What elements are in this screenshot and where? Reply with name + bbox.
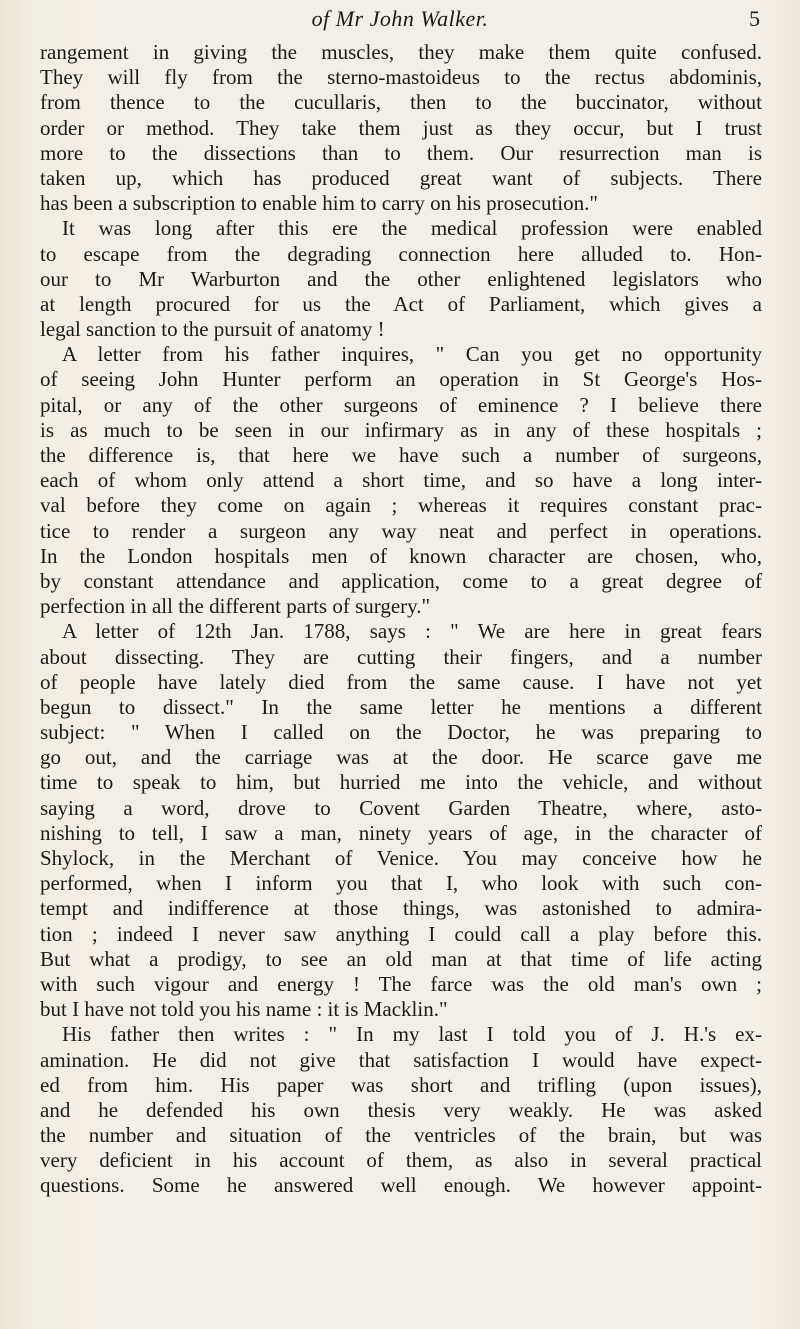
text-line: but I have not told you his name : it is Macklin." [40,997,448,1022]
text-line: time to speak to him, but hurried me into the vehicle, and without [40,770,762,795]
text-line: has been a subscription to enable him to carry on his prosecution." [40,191,598,216]
text-line: tice to render a surgeon any way neat and perfect in operations. [40,518,762,543]
text-line: His father then writes : " In my last I told you of J. H.'s ex- [62,1022,762,1047]
text-line: of seeing John Hunter perform an operation in St George's Hos- [40,367,762,392]
text-line: perfection in all the different parts of surgery." [40,594,431,619]
text-line: A letter from his father inquires, " Can you get no opportunity [62,342,762,367]
text-line: to escape from the degrading connection here alluded to. Hon- [40,241,762,266]
text-line: and he defended his own thesis very weakly. He was asked [40,1097,762,1122]
text-line: our to Mr Warburton and the other enlightened legislators who [40,266,762,291]
text-line: A letter of 12th Jan. 1788, says : " We are here in great fears [62,619,762,644]
text-line: In the London hospitals men of known character are chosen, who, [40,543,762,568]
running-title: of Mr John Walker. [311,6,489,31]
text-line: at length procured for us the Act of Parliament, which gives a [40,291,762,316]
text-line: the difference is, that here we have such a number of surgeons, [40,443,762,467]
text-line: subject: " When I called on the Doctor, he was preparing to [40,720,762,745]
text-line: with such vigour and energy ! The farce was the old man's own ; [40,971,762,996]
text-line: very deficient in his account of them, as also in several practical [40,1148,762,1173]
text-line: They will fly from the sterno-mastoideus to the rectus abdominis, [40,65,762,90]
text-line: of people have lately died from the same cause. I have not yet [40,669,762,694]
text-line: pital, or any of the other surgeons of eminence ? I believe there [40,392,762,417]
text-line: But what a prodigy, to see an old man at that time of life acting [40,946,762,971]
running-head [0,6,800,34]
text-line: from thence to the cucullaris, then to the buccinator, without [40,90,762,115]
text-line: each of whom only attend a short time, and so have a long inter- [40,468,762,493]
text-line: order or method. They take them just as they occur, but I trust [40,115,762,140]
text-line: about dissecting. They are cutting their fingers, and a number [40,644,762,669]
text-line: questions. Some he answered well enough. We however appoint- [40,1173,762,1198]
text-line: ed from him. His paper was short and trifling (upon issues), [40,1072,762,1097]
text-line: taken up, which has produced great want of subjects. There [40,165,762,190]
text-line: legal sanction to the pursuit of anatomy ! [40,317,385,342]
text-line: tempt and indifference at those things, was astonished to admira- [40,896,762,921]
text-line: go out, and the carriage was at the door. He scarce gave me [40,745,762,770]
text-line: saying a word, drove to Covent Garden Theatre, where, asto- [40,795,762,820]
body-text [40,40,762,1199]
text-line: amination. He did not give that satisfaction I would have expect- [40,1047,762,1072]
text-line: by constant attendance and application, come to a great degree of [40,568,762,593]
text-line: the number and situation of the ventricles of the brain, but was [40,1123,762,1148]
text-line: tion ; indeed I never saw anything I could call a play before this. [40,921,762,946]
text-line: is as much to be seen in our infirmary as in any of these hospitals ; [40,417,762,442]
text-line: rangement in giving the muscles, they make them quite confused. [40,40,762,64]
page-number: 5 [749,6,760,31]
text-line: more to the dissections than to them. Our resurrection man is [40,140,762,165]
text-line: begun to dissect." In the same letter he mentions a different [40,694,762,719]
text-line: It was long after this ere the medical profession were enabled [62,216,762,241]
text-line: Shylock, in the Merchant of Venice. You may conceive how he [40,846,762,870]
text-line: val before they come on again ; whereas it requires constant prac- [40,493,762,518]
text-line: performed, when I inform you that I, who look with such con- [40,871,762,896]
text-line: nishing to tell, I saw a man, ninety years of age, in the character of [40,820,762,845]
